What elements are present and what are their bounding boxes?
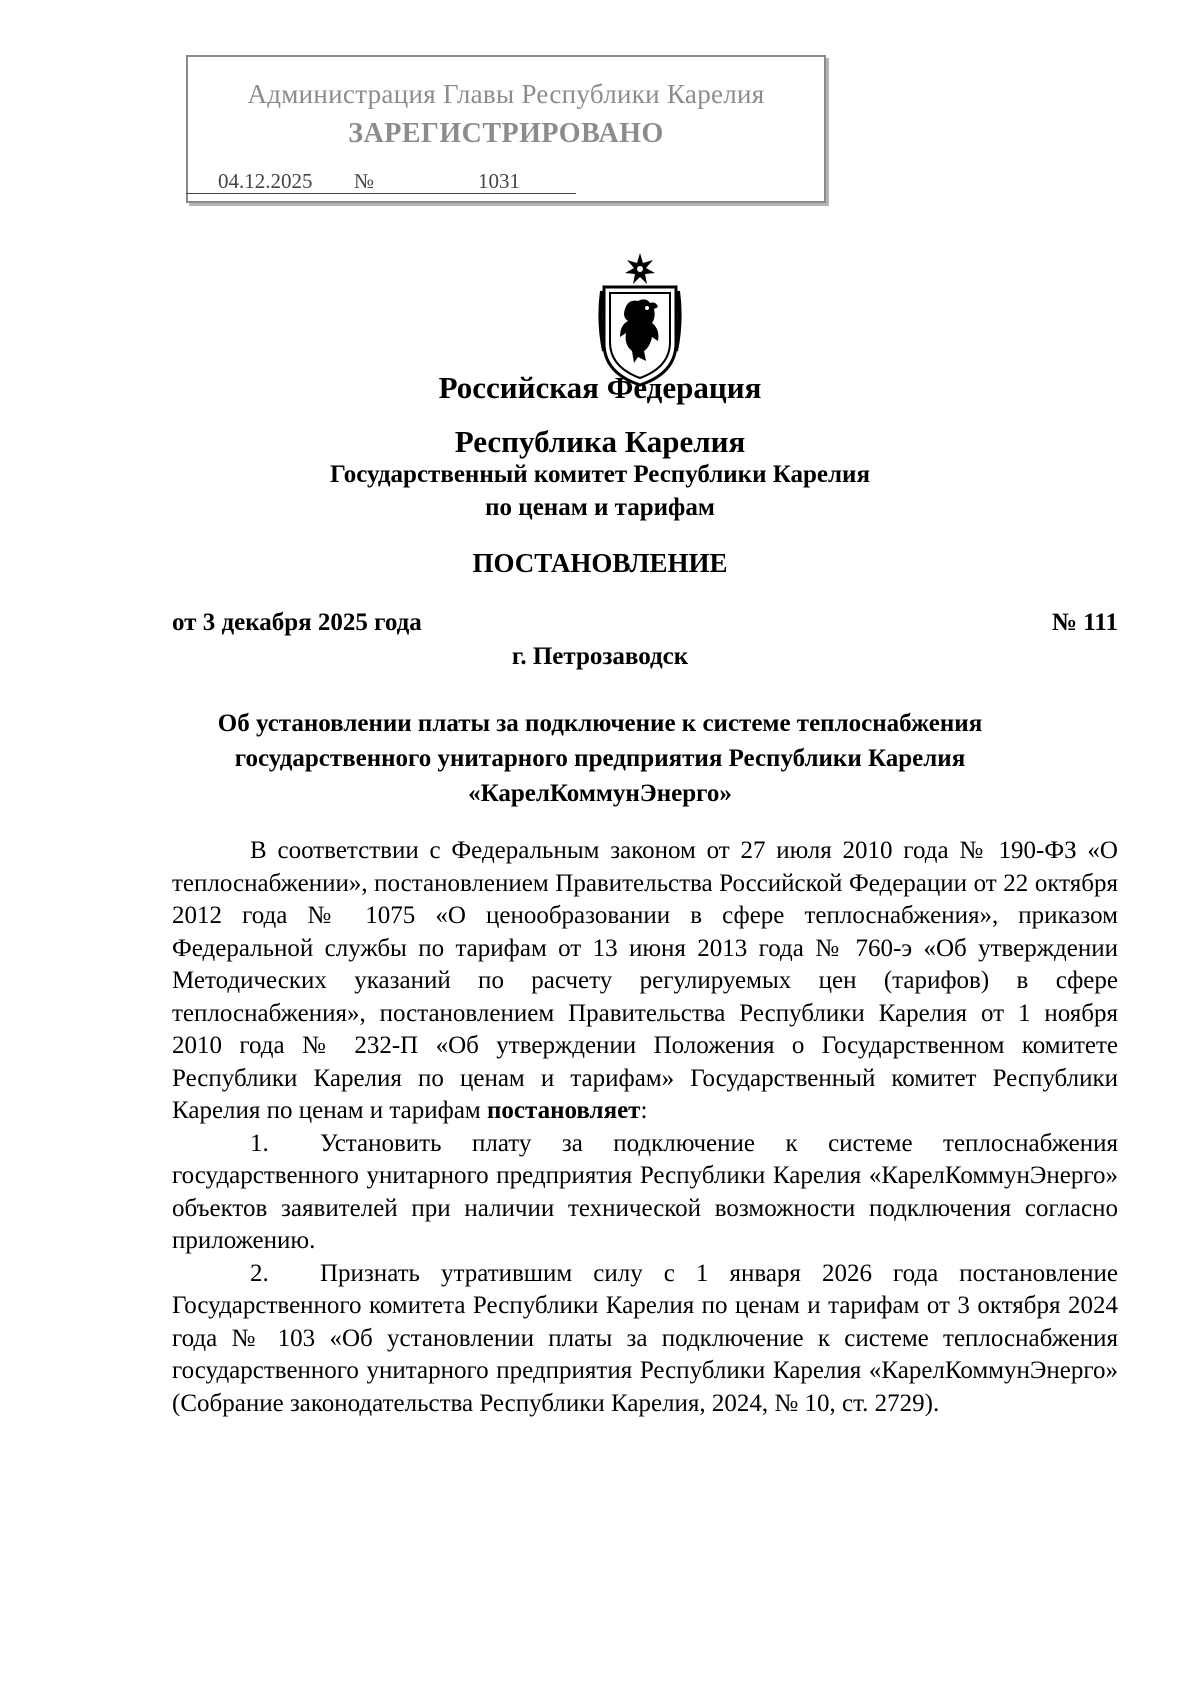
stamp-number: 1031 <box>478 169 520 193</box>
item-1 <box>172 1128 1118 1258</box>
title-line3: «КарелКоммунЭнерго» <box>468 780 732 807</box>
document-date: от 3 декабря 2025 года <box>172 609 422 636</box>
region-name: Республика Карелия <box>454 424 746 459</box>
country-name: Российская Федерация <box>438 370 762 405</box>
preamble-paragraph <box>172 835 1118 1128</box>
title-line2: государственного унитарного предприятия Республики Карелия <box>234 745 966 772</box>
title-line1: Об установлении платы за подключение к системе теплоснабжения <box>217 710 983 737</box>
document-title <box>0 706 1200 811</box>
document-city: г. Петрозаводск <box>511 643 689 670</box>
decree-colon: : <box>640 1097 648 1124</box>
item-2 <box>172 1258 1118 1421</box>
stamp-date: 04.12.2025 <box>218 169 313 193</box>
committee-name-line1: Государственный комитет Республики Карелия <box>330 461 870 488</box>
committee-name-line2: по ценам и тарифам <box>485 494 715 521</box>
item-2-marker: 2. <box>250 1259 269 1287</box>
coat-of-arms-icon <box>598 251 682 389</box>
document-number: № 111 <box>1051 609 1118 636</box>
stamp-authority: Администрация Главы Республики Карелия <box>247 79 765 109</box>
decree-word: постановляет <box>487 1097 641 1124</box>
preamble-text: В соответствии с Федеральным законом от 27 июля 2010 года № 190-ФЗ «О теплоснабжении», постановлением Правительства Российской Федерации от 22 октября 2012 года № 1075 «О ценообразовании в сфере теплоснабжения», приказом Федеральной службы по тарифам от 13 июня 2013 года № 760-э «Об утверждении Методических указаний по расчету регулируемых цен (тарифов) в сфере теплоснабжения», постановлением Правительства Республики Карелия от 1 ноября 2010 года № 232-П «Об утверждении Положения о Государственном комитете Республики Карелия по ценам и тарифам» Государственный комитет Республики Карелия по ценам и тарифам <box>172 837 1118 1124</box>
document-type: ПОСТАНОВЛЕНИЕ <box>472 548 728 578</box>
document-body <box>172 835 1118 1420</box>
item-1-marker: 1. <box>250 1129 269 1157</box>
stamp-number-sign: № <box>354 169 375 193</box>
item-2-text: Признать утратившим силу с 1 января 2026 года постановление Государственного комитета Республики Карелия по ценам и тарифам от 3 октября 2024 года № 103 «Об установлении платы за подключение к системе теплоснабжения государственного унитарного предприятия Республики Карелия «КарелКоммунЭнерго» (Собрание законодательства Республики Карелия, 2024, № 10, ст. 2729). <box>172 1259 1118 1417</box>
stamp-registered: ЗАРЕГИСТРИРОВАНО <box>348 118 664 149</box>
item-1-text: Установить плату за подключение к системе теплоснабжения государственного унитарного предприятия Республики Карелия «КарелКоммунЭнерго» объектов заявителей при наличии технической возможности подключения согласно приложению. <box>172 1129 1118 1254</box>
